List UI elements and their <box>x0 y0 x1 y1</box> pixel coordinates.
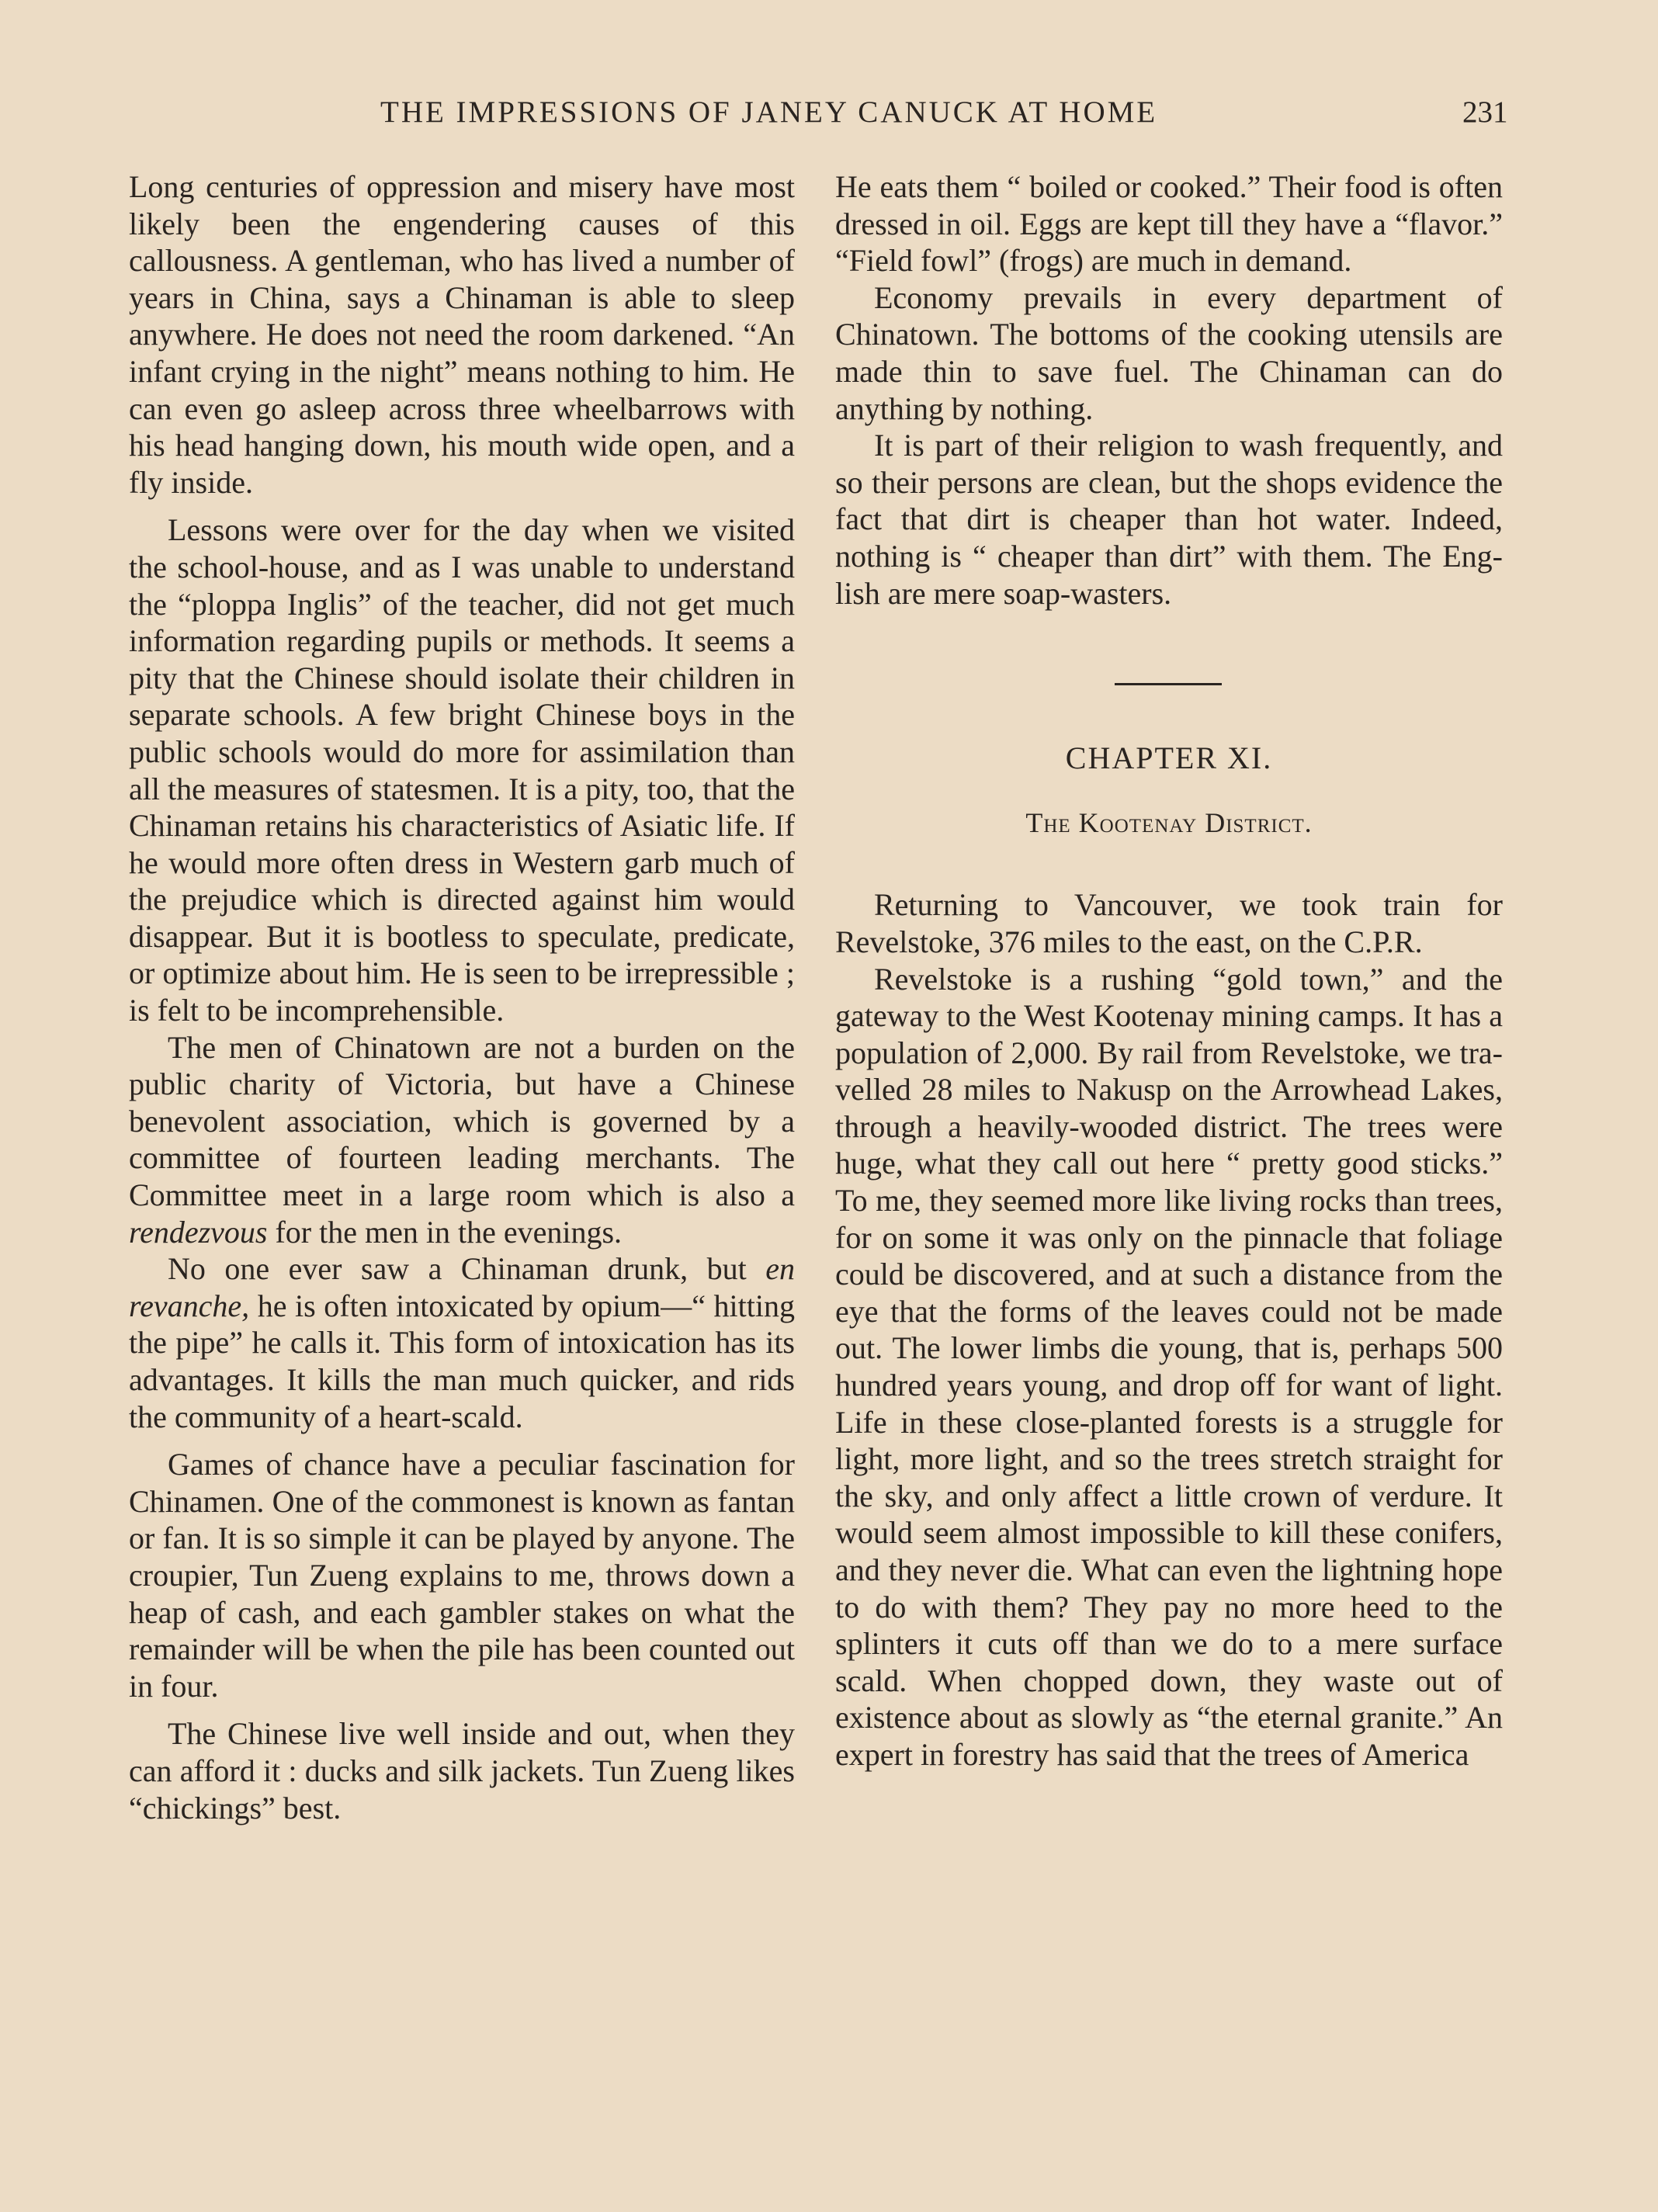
left-column <box>129 168 795 1826</box>
paragraph: Games of chance have a peculiar fascination for Chinamen. One of the commonest is known as fantan or fan. It is so simple it can be played by anyone. The croupier, Tun Zueng explains to me, throws down a heap of cash, and each gambler stakes on what the remainder will be when the pile has been counted out in four. <box>129 1447 795 1704</box>
paragraph-text: he is often intoxicated by opium—“ hitting the pipe” he calls it. This form of intoxication has its advantages. It kills the man much quicker, and rids the community of a heart-scald. <box>129 1288 795 1434</box>
page-number: 231 <box>1462 95 1508 129</box>
italic-word: rendezvous <box>129 1214 268 1250</box>
paragraph: Lessons were over for the day when we visited the school-house, and as I was unable to understand the “ploppa Inglis” of the teacher, did not get much information regarding pupils or methods. It seems a pity that the Chinese should isolate their children in separate schools. A few bright Chinese boys in the public schools would do more for assimilation than all the measures of statesmen. It is a pity, too, that the Chinaman retains his characteristics of Asiatic life. If he would more often dress in Western garb much of the prejudice which is directed against him would disappear. But it is bootless to speculate, predicate, or optimize about him. He is seen to be irrepressible ; is felt to be incomprehensible. <box>129 512 795 1028</box>
paragraph-text: No one ever saw a Chinaman drunk, but <box>168 1251 747 1287</box>
italic-phrase: en revanche, <box>129 1251 796 1323</box>
paragraph <box>129 1250 795 1435</box>
chapter-title: CHAPTER XI. <box>1065 740 1273 776</box>
paragraph <box>129 1029 795 1251</box>
chapter-subtitle: The Kootenay District. <box>1025 806 1313 838</box>
paragraph: Returning to Vancouver, we took train for Revelstoke, 376 miles to the east, on the C.P.R. <box>835 887 1503 959</box>
paragraph: Economy prevails in every department of Chinatown. The bottoms of the cooking utensils are made thin to save fuel. The Chinaman can do anything by nothing. <box>835 279 1503 426</box>
running-title: THE IMPRESSIONS OF JANEY CANUCK AT HOME <box>380 95 1158 129</box>
paragraph: Long centuries of oppression and misery have most likely been the engendering causes of this callousness. A gentleman, who has lived a number of years in China, says a Chinaman is able to sleep anywhere. He does not need the room darkened. “An infant crying in the night” means nothing to him. He can even go asleep across three wheelbarrows with his head hanging down, his mouth wide open, and a fly inside. <box>129 169 795 500</box>
paragraph-text: The men of Chinatown are not a burden on the public charity of Victoria, but have a Chinese benevolent association, which is governed by a committee of fourteen leading merchants. The Committee meet in a large room which is also a <box>129 1029 795 1213</box>
section-divider <box>1115 683 1222 685</box>
running-header <box>0 95 1658 138</box>
right-column <box>835 168 1503 1773</box>
paragraph-text: for the men in the evenings. <box>275 1214 623 1250</box>
paragraph: He eats them “ boiled or cooked.” Their food is often dressed in oil. Eggs are kept till they have a “flavor.” “Field fowl” (frogs) are much in demand. <box>835 169 1503 279</box>
paragraph: The Chinese live well inside and out, when they can afford it : ducks and silk jackets. Tun Zueng likes “chickings” best. <box>129 1716 795 1825</box>
paragraph: It is part of their religion to wash frequently, and so their persons are clean, but the shops evidence the fact that dirt is cheaper than hot water. Indeed, nothing is “ cheaper than dirt” with them. The English are mere soap-wasters. <box>835 428 1503 611</box>
paragraph: Revelstoke is a rushing “gold town,” and the gateway to the West Kootenay mining camps. It has a population of 2,000. By rail from Revelstoke, we travelled 28 miles to Nakusp on the Arrowhead Lakes, through a heavily-wooded district. The trees were huge, what they call out here “ pretty good sticks.” To me, they seemed more like living rocks than trees, for on some it was only on the pinnacle that foliage could be discovered, and at such a distance from the eye that the forms of the leaves could not be made out. The lower limbs die young, that is, perhaps 500 hundred years young, and drop off for want of light. Life in these close-planted forests is a struggle for light, more light, and so the trees stretch straight for the sky, and only affect a little crown of verdure. It would seem almost impossible to kill these conifers, and they never die. What can even the lightning hope to do with them? They pay no more heed to the splinters it cuts off than we do to a mere surface scald. When chopped down, they waste out of existence about as slowly as “the eternal granite.” An expert in forestry has said that the trees of America <box>835 961 1503 1772</box>
